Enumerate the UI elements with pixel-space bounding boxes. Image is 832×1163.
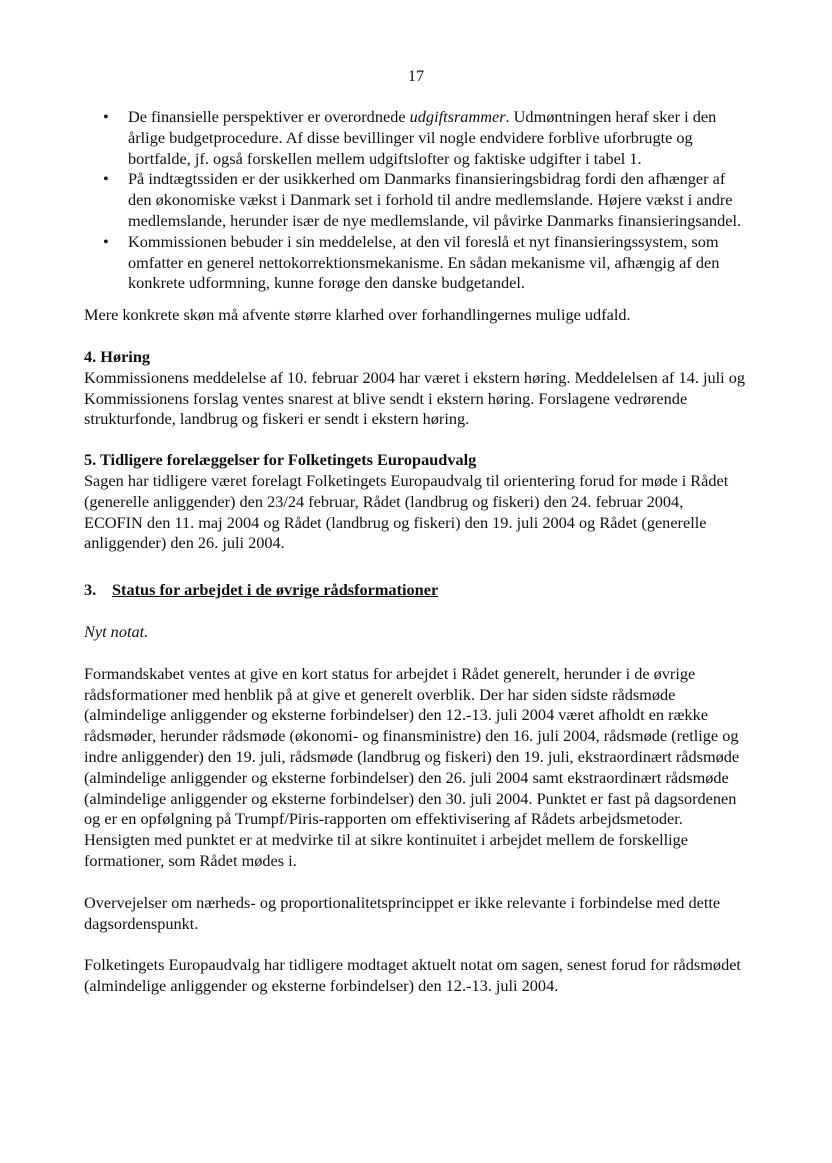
section-4 [84, 347, 746, 430]
list-item-text: De finansielle perspektiver er overordnede [128, 107, 410, 126]
closing-paragraph: Mere konkrete skøn må afvente større klarhed over forhandlingernes mulige udfald. [84, 305, 631, 325]
section-body: Sagen har tidligere været forelagt Folketingets Europaudvalg til orientering forud for møde i Rådet (generelle anliggender) den 23/24 februar, Rådet (landbrug og fiskeri) den 24. februar 2004, ECOFIN den 11. maj 2004 og Rådet (landbrug og fiskeri) den 19. juli 2004 og Rådet (generelle anliggender) den 26. juli 2004. [84, 470, 729, 553]
list-item [84, 107, 746, 169]
emphasis-text: udgiftsrammer [409, 107, 506, 126]
list-item-text: Kommissionen bebuder i sin meddelelse, at den vil foreslå et nyt finansieringssystem, som omfatter en generel nettokorrektionsmekanisme. En sådan mekanisme vil, afhængig af den konkrete udformning, kunne forøge den danske budgetandel. [128, 231, 720, 293]
paragraph: Formandskabet ventes at give en kort status for arbejdet i Rådet generelt, herunder i de øvrige rådsformationer med henblik på at give et generelt overblik. Der har siden sidste rådsmøde (almindelige anliggender og eksterne forbindelser) den 12.-13. juli 2004 været afholdt en række rådsmøder, herunder rådsmøde (økonomi- og finansministre) den 16. juli 2004, rådsmøde (retlige og indre anliggender) den 19. juli, rådsmøde (landbrug og fiskeri) den 19. juli, ekstraordinært rådsmøde (almindelige anliggender og eksterne forbindelser) den 26. juli 2004 samt ekstraordinært rådsmøde (almindelige anliggender og eksterne forbindelser) den 30. juli 2004. Punktet er fast på dagsordenen og er en opfølgning på Trumpf/Piris-rapporten om effektivisering af Rådets arbejdsmetoder. Hensigten med punktet er at medvirke til at sikre kontinuitet i arbejdet mellem de forskellige formationer, som Rådet mødes i. [84, 663, 740, 870]
bullet-icon: • [103, 107, 109, 126]
note-label: Nyt notat. [84, 621, 149, 641]
document-body [84, 107, 746, 997]
section-title-text: Status for arbejdet i de øvrige rådsformationer [112, 580, 439, 600]
list-item [84, 169, 746, 231]
section-heading: 5. Tidligere forelæggelser for Folketingets Europaudvalg [84, 450, 477, 470]
paragraph: Overvejelser om nærheds- og proportionalitetsprincippet er ikke relevante i forbindelse med dette dagsordenspunkt. [84, 892, 721, 933]
list-item [84, 232, 746, 294]
list-item-text: På indtægtssiden er der usikkerhed om Danmarks finansieringsbidrag fordi den afhænger af den økonomiske vækst i Danmark set i forhold til andre medlemslande. Højere vækst i andre medlemslande, herunder især de nye medlemslande, vil påvirke Danmarks finansieringsandel. [128, 169, 742, 230]
page-number: 17 [407, 66, 425, 85]
section-heading: 4. Høring [84, 346, 151, 366]
bullet-icon: • [103, 169, 109, 189]
paragraph: Folketingets Europaudvalg har tidligere modtaget aktuelt notat om sagen, senest forud for rådsmødet (almindelige anliggender og eksterne forbindelser) den 12.-13. juli 2004. [84, 955, 741, 996]
section-3-title [84, 580, 746, 601]
bullet-list [84, 107, 746, 294]
bullet-icon: • [103, 231, 109, 251]
list-item-text: . Udmøntningen heraf sker i den årlige budgetprocedure. Af disse bevillinger vil nogle endvidere forblive uforbrugte og bortfalde, jf. også forskellen mellem udgiftslofter og faktiske udgifter i tabel 1. [128, 107, 717, 168]
section-5 [84, 450, 746, 554]
section-body: Kommissionens meddelelse af 10. februar 2004 har været i ekstern høring. Meddelelsen af 14. juli og Kommissionens forslag ventes snarest at blive sendt i ekstern høring. Forslagene vedrørende strukturfonde, landbrug og fiskeri er sendt i ekstern høring. [84, 367, 746, 429]
section-number: 3. [84, 580, 97, 600]
